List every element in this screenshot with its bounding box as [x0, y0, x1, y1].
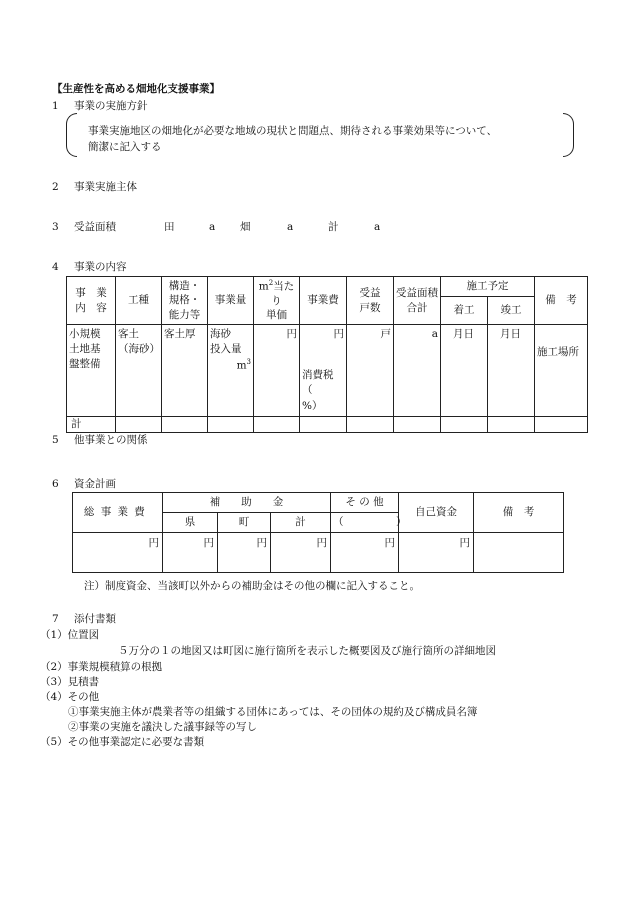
cell-prefecture: 円 — [163, 533, 218, 573]
attachment-item-4b: ②事業の実施を議決した議事録等の写し — [68, 721, 257, 733]
cell-total-empty — [300, 416, 347, 432]
header-remarks: 備 考 — [535, 277, 588, 325]
section-5-number: 5 — [52, 434, 59, 446]
document-title: 【生産性を高める畑地化支援事業】 — [52, 83, 220, 95]
cell-total-label: 計 — [67, 416, 116, 432]
project-content-table — [66, 276, 588, 433]
cell-funding-remarks — [474, 533, 564, 573]
funding-note: 注）制度資金、当該町以外からの補助金はその他の欄に記入すること。 — [84, 580, 420, 592]
cell-total-empty — [441, 416, 488, 432]
cell-quantity: 海砂 投入量 $m^3$ — [208, 325, 254, 417]
table-total-row — [67, 416, 588, 432]
section-1-heading — [52, 100, 148, 113]
attachment-item-4: （4）その他 — [40, 691, 100, 703]
section-3-label: 受益面積 — [74, 221, 116, 233]
funding-plan-table — [72, 492, 564, 573]
header-total-cost: 総事業費 — [73, 493, 163, 533]
cell-households: 戸 — [347, 325, 394, 417]
header-work-type: 工種 — [116, 277, 162, 325]
cell-other: 円 — [331, 533, 399, 573]
area-rice-label: 田 — [164, 221, 175, 233]
section-4-label: 事業の内容 — [74, 261, 127, 273]
header-subsidy: 補 助 金 — [163, 493, 331, 513]
section-4-heading — [52, 261, 127, 274]
header-project-item: 事 業 内 容 — [67, 277, 116, 325]
cell-unit-price: 円 — [254, 325, 300, 417]
header-town: 町 — [218, 513, 271, 533]
attachment-item-1: （1）位置図 — [40, 629, 100, 641]
policy-instruction-line-2: 簡潔に記入する — [88, 141, 162, 153]
cell-total-empty — [394, 416, 441, 432]
section-3-number: 3 — [52, 221, 59, 233]
left-bracket — [66, 113, 77, 157]
header-funding-remarks: 備 考 — [474, 493, 564, 533]
section-7-heading — [52, 613, 116, 626]
section-7-number: 7 — [52, 613, 59, 625]
cell-finish: 月日 — [488, 325, 535, 417]
header-other: そ の 他 — [331, 493, 399, 513]
area-total-unit: a — [374, 221, 381, 233]
cell-total-empty — [162, 416, 208, 432]
cell-project-cost: 円 消費税 （ %） — [300, 325, 347, 417]
header-subsidy-total: 計 — [271, 513, 331, 533]
header-structure-spec: 構造・ 規格・ 能力等 — [162, 277, 208, 325]
cell-town: 円 — [218, 533, 271, 573]
header-benefit-area: 受益面積 合計 — [394, 277, 441, 325]
cell-total-empty — [535, 416, 588, 432]
cell-work-type: 客土 （海砂） — [116, 325, 162, 417]
section-6-heading — [52, 478, 116, 491]
section-2-number: 2 — [52, 181, 59, 193]
cell-total-empty — [116, 416, 162, 432]
cell-subsidy-total: 円 — [271, 533, 331, 573]
section-1-number: 1 — [52, 100, 59, 112]
header-unit-price: $m^2$当たり 単価 — [254, 277, 300, 325]
attachment-item-5: （5）その他事業認定に必要な書類 — [40, 736, 205, 748]
cell-total-cost: 円 — [73, 533, 163, 573]
cell-remarks: 施工場所 — [535, 325, 588, 417]
cell-project-item: 小規模 土地基 盤整備 — [67, 325, 116, 417]
section-3-heading — [52, 221, 116, 234]
header-households: 受益 戸数 — [347, 277, 394, 325]
area-total-label: 計 — [328, 221, 339, 233]
cell-total-empty — [488, 416, 535, 432]
header-prefecture: 県 — [163, 513, 218, 533]
area-field-unit: a — [287, 221, 294, 233]
right-bracket — [563, 113, 574, 157]
section-2-label: 事業実施主体 — [74, 181, 137, 193]
section-4-number: 4 — [52, 261, 59, 273]
area-rice-unit: a — [209, 221, 216, 233]
attachment-item-2: （2）事業規模積算の根拠 — [40, 661, 163, 673]
section-6-number: 6 — [52, 478, 59, 490]
section-7-label: 添付書類 — [74, 613, 116, 625]
header-project-cost: 事業費 — [300, 277, 347, 325]
section-5-label: 他事業との関係 — [74, 434, 148, 446]
table-row — [67, 325, 588, 417]
section-1-label: 事業の実施方針 — [74, 100, 148, 112]
section-6-label: 資金計画 — [74, 478, 116, 490]
cell-total-empty — [208, 416, 254, 432]
cell-start: 月日 — [441, 325, 488, 417]
header-finish: 竣工 — [488, 296, 535, 324]
header-own-funds: 自己資金 — [399, 493, 474, 533]
policy-instruction-line-1: 事業実施地区の畑地化が必要な地域の現状と問題点、期待される事業効果等について、 — [88, 125, 498, 137]
policy-bracket-box — [66, 113, 574, 157]
cell-total-empty — [254, 416, 300, 432]
cell-benefit-area: a — [394, 325, 441, 417]
table-row — [73, 533, 564, 573]
cell-own-funds: 円 — [399, 533, 474, 573]
header-start: 着工 — [441, 296, 488, 324]
cell-total-empty — [347, 416, 394, 432]
area-field-label: 畑 — [240, 221, 251, 233]
attachment-item-3: （3）見積書 — [40, 676, 100, 688]
attachment-item-1-detail: ５万分の１の地図又は町図に施行箇所を表示した概要図及び施行箇所の詳細地図 — [118, 645, 496, 657]
header-schedule: 施工予定 — [441, 277, 535, 297]
attachment-item-4a: ①事業実施主体が農業者等の組織する団体にあっては、その団体の規約及び構成員名簿 — [68, 706, 478, 718]
header-quantity: 事業量 — [208, 277, 254, 325]
section-2-heading — [52, 181, 137, 194]
header-other-paren: （ ） — [331, 513, 399, 533]
section-5-heading — [52, 434, 148, 447]
cell-structure-spec: 客土厚 — [162, 325, 208, 417]
